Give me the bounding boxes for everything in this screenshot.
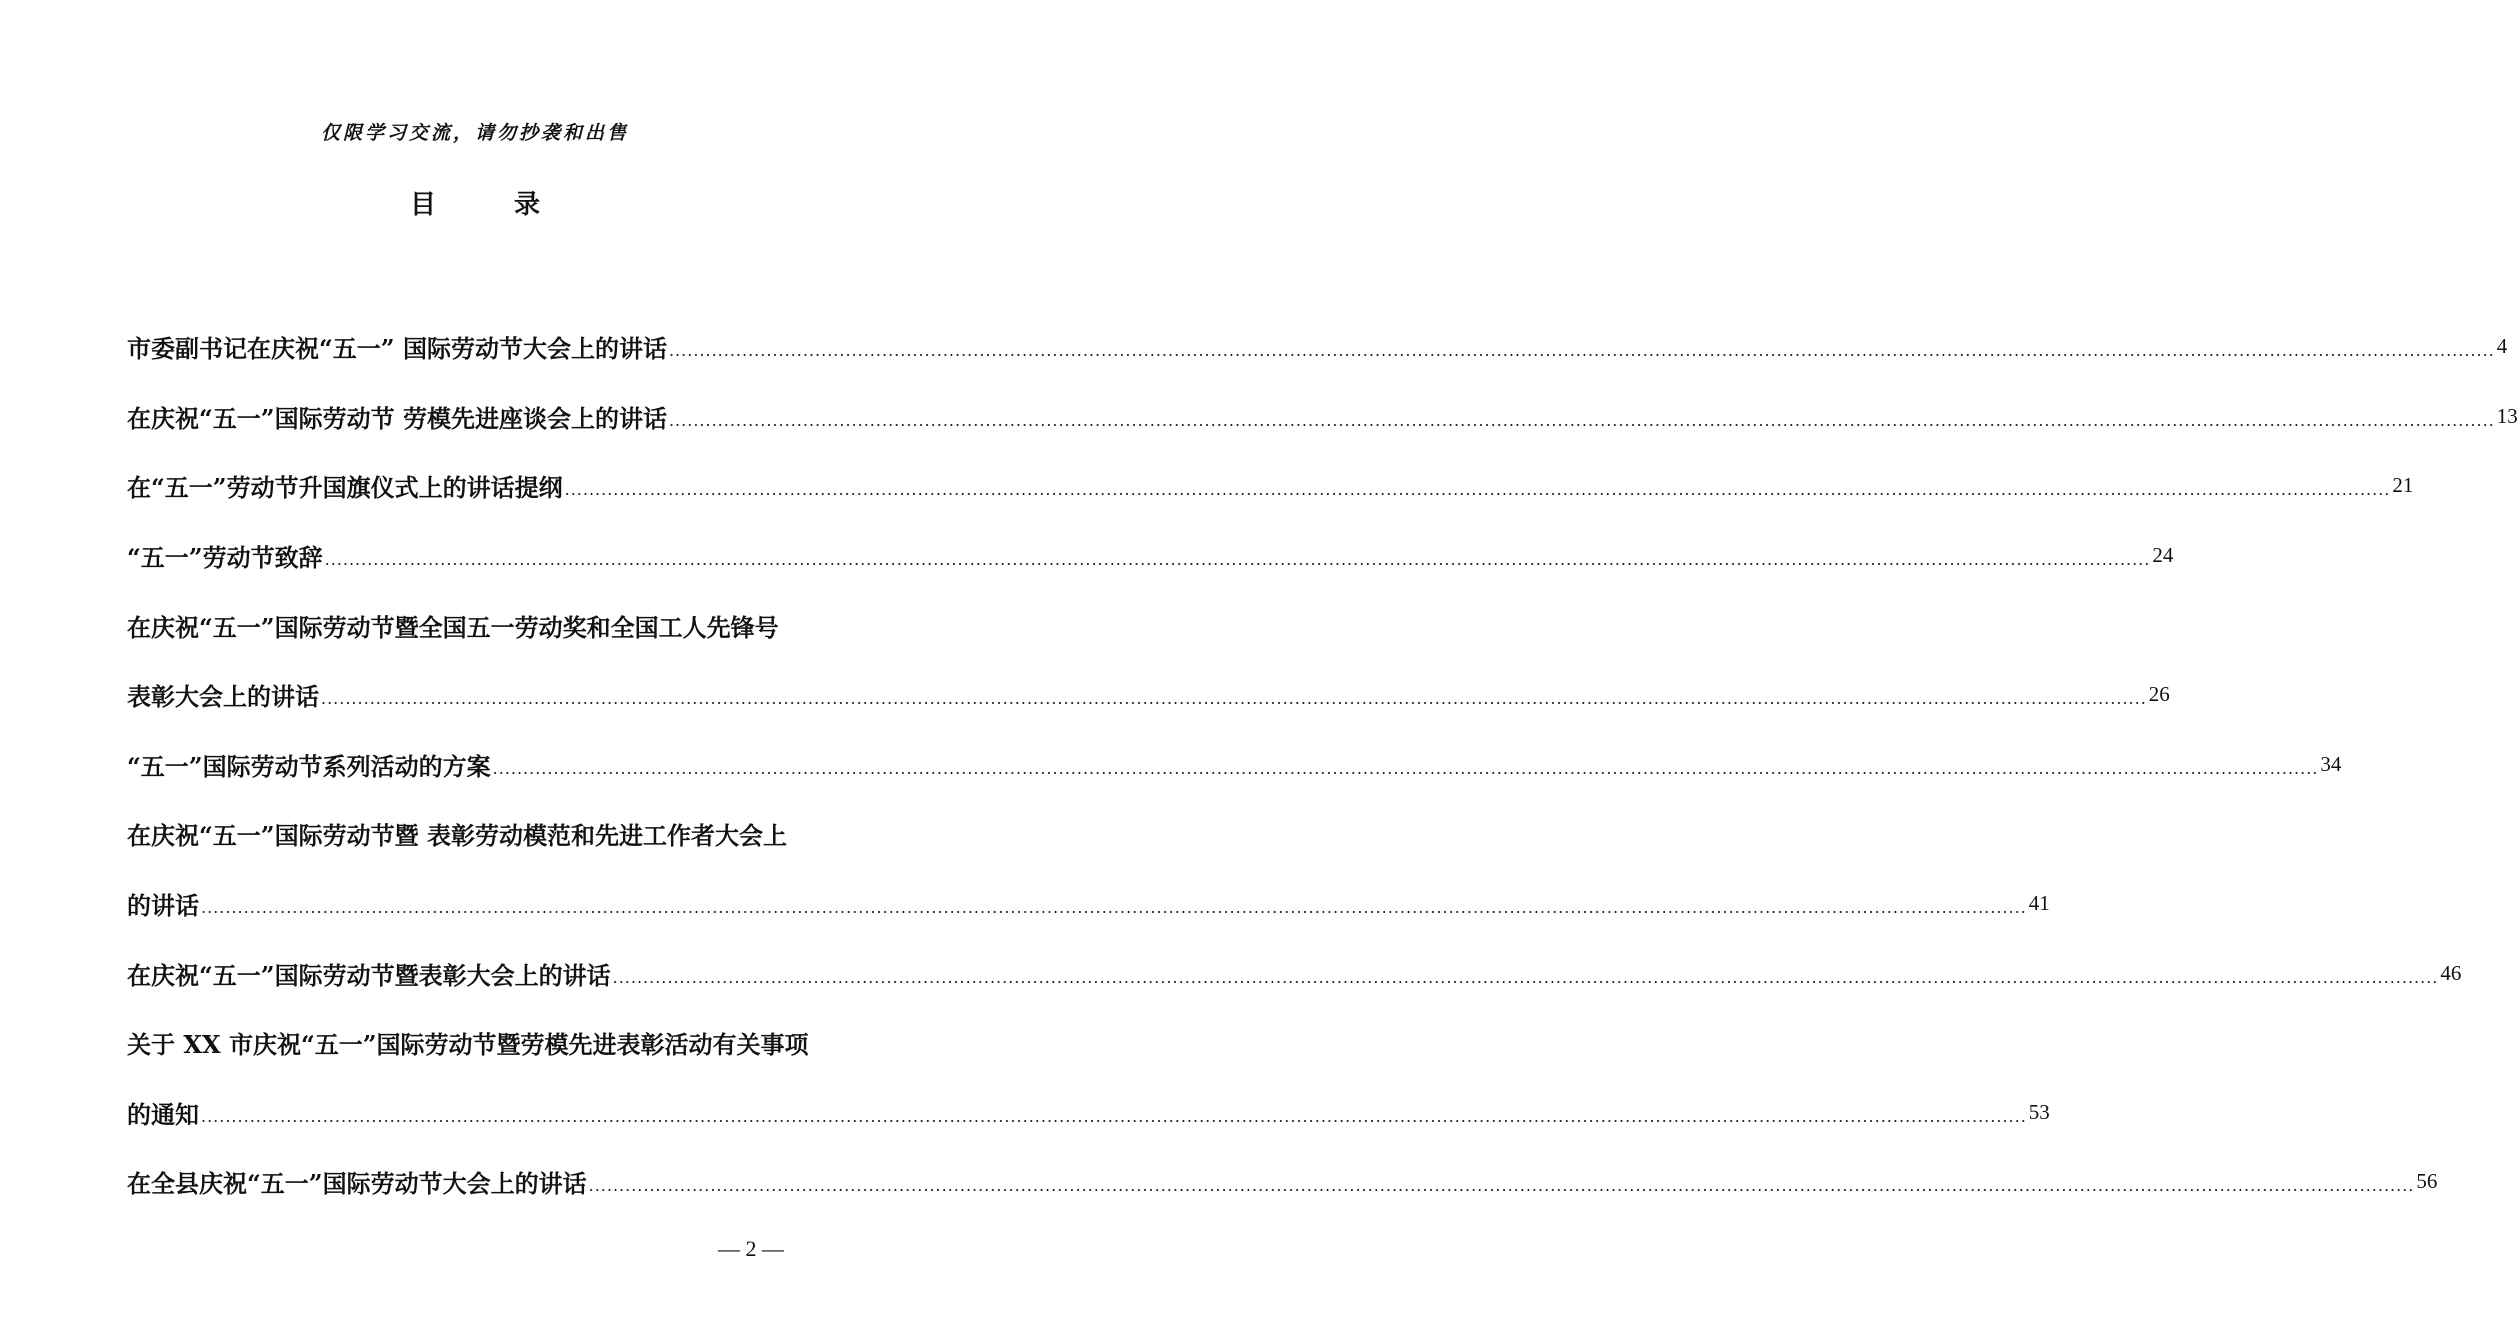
toc-entry-line <box>127 660 2170 730</box>
toc-title: 目 录 <box>409 190 566 220</box>
toc-dot-leader: ............................................................................................................................................................................................................................................................................................................ <box>201 1106 2027 1126</box>
toc-entry-line <box>127 869 2050 939</box>
toc-page-number: 34 <box>2320 751 2342 776</box>
toc-dot-leader: ............................................................................................................................................................................................................................................................................................................ <box>492 758 2319 778</box>
toc-entry-line <box>127 1147 2438 1217</box>
toc-entry-line <box>127 1078 2050 1148</box>
toc-entry-title: “五一”劳动节致辞 <box>127 543 323 573</box>
toc-dot-leader: ............................................................................................................................................................................................................................................................................................................ <box>321 689 2147 709</box>
toc-entry-line <box>127 730 2342 800</box>
toc-page-number: 41 <box>2028 891 2050 916</box>
toc-entry[interactable] <box>127 451 2414 521</box>
toc-page-number: 26 <box>2148 682 2170 707</box>
toc-entry[interactable] <box>127 938 2462 1008</box>
toc-entry-title: 的讲话 <box>127 891 199 921</box>
toc-page-number: 21 <box>2392 473 2414 498</box>
toc-dot-leader: ............................................................................................................................................................................................................................................................................................................ <box>324 550 2151 570</box>
toc-page-number: 53 <box>2028 1099 2050 1124</box>
toc-entry-title: “五一”国际劳动节系列活动的方案 <box>127 751 491 781</box>
toc-entry-line <box>127 938 2462 1008</box>
toc-entry[interactable] <box>127 1008 2050 1147</box>
toc-entry-title: 关于 XX 市庆祝“五一”国际劳动节暨劳模先进表彰活动有关事项 <box>127 1030 809 1060</box>
toc-entry-title: 在庆祝“五一”国际劳动节暨表彰大会上的讲话 <box>127 960 611 990</box>
toc-entry-title: 表彰大会上的讲话 <box>127 682 319 712</box>
toc-entry-title: 的通知 <box>127 1099 199 1129</box>
toc-entry[interactable] <box>127 799 2050 938</box>
toc-entry-title: 在全县庆祝“五一”国际劳动节大会上的讲话 <box>127 1169 587 1199</box>
toc-entry[interactable] <box>127 730 2342 800</box>
toc-entry-title: 在“五一”劳动节升国旗仪式上的讲话提纲 <box>127 473 563 503</box>
toc-dot-leader: ............................................................................................................................................................................................................................................................................................................ <box>668 410 2495 430</box>
toc-entry-title: 在庆祝“五一”国际劳动节暨 表彰劳动模范和先进工作者大会上 <box>127 821 787 851</box>
toc-page-number: 4 <box>2496 334 2508 359</box>
toc-entry-line <box>127 451 2414 521</box>
toc-dot-leader: ............................................................................................................................................................................................................................................................................................................ <box>564 480 2391 500</box>
toc-dot-leader: ............................................................................................................................................................................................................................................................................................................ <box>588 1176 2415 1196</box>
toc-entry-title: 在庆祝“五一”国际劳动节 劳模先进座谈会上的讲话 <box>127 403 667 433</box>
toc-page-number: 56 <box>2416 1169 2438 1194</box>
toc-entry-title: 在庆祝“五一”国际劳动节暨全国五一劳动奖和全国工人先锋号 <box>127 612 779 642</box>
toc-entry[interactable] <box>127 590 2170 729</box>
toc-entry[interactable] <box>127 1147 2438 1217</box>
copyright-notice: 仅限学习交流，请勿抄袭和出售 <box>320 122 629 144</box>
page-number: — 2 — <box>718 1236 784 1261</box>
toc-page-number: 13 <box>2496 403 2518 428</box>
toc-dot-leader: ............................................................................................................................................................................................................................................................................................................ <box>612 967 2439 987</box>
toc-entry-line <box>127 382 2518 452</box>
toc-entry-line <box>127 521 2174 591</box>
toc-entry[interactable] <box>127 382 2518 452</box>
toc-entry[interactable] <box>127 312 2508 382</box>
toc-page-number: 46 <box>2440 960 2462 985</box>
toc-entry-line <box>127 1008 837 1078</box>
toc-entry-title: 市委副书记在庆祝“五一” 国际劳动节大会上的讲话 <box>127 334 667 364</box>
toc-dot-leader: ............................................................................................................................................................................................................................................................................................................ <box>201 898 2027 918</box>
toc-page-number: 24 <box>2152 543 2174 568</box>
toc-dot-leader: ............................................................................................................................................................................................................................................................................................................ <box>668 341 2495 361</box>
toc-entry-line <box>127 799 837 869</box>
toc-entry-line <box>127 590 837 660</box>
table-of-contents <box>127 312 2518 1217</box>
toc-entry-line <box>127 312 2508 382</box>
toc-entry[interactable] <box>127 521 2174 591</box>
